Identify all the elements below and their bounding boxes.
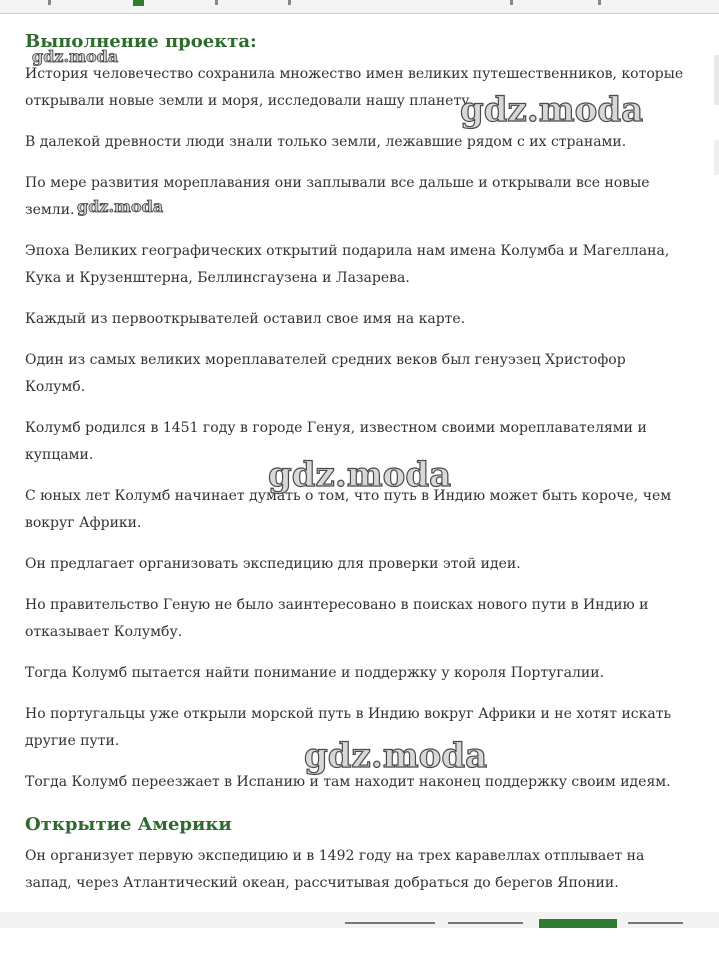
browser-top-strip bbox=[0, 0, 719, 14]
bottom-toolbar-text bbox=[628, 922, 683, 924]
bottom-toolbar-text bbox=[448, 922, 523, 924]
article-content bbox=[25, 30, 690, 965]
right-edge-panel bbox=[714, 55, 719, 105]
paragraph: Он предлагает организовать экспедицию для проверки этой идеи. bbox=[25, 556, 521, 572]
paragraph: Тогда Колумб переезжает в Испанию и там находит наконец поддержку своим идеям. bbox=[25, 774, 671, 790]
paragraph: Каждый из первооткрывателей оставил свое имя на карте. bbox=[25, 311, 466, 327]
section-heading: Открытие Америки bbox=[25, 814, 232, 835]
watermark: gdz.moda bbox=[268, 455, 452, 495]
paragraph: История человечество сохранила множество имен великих путешественников, которые открывали новые земли и моря, исследовали нашу планету. bbox=[25, 66, 684, 109]
bottom-toolbar bbox=[0, 912, 719, 963]
watermark: gdz.moda bbox=[77, 197, 164, 216]
section-heading: Выполнение проекта: bbox=[25, 31, 257, 52]
paragraph: С юных лет Колумб начинает думать о том, что путь в Индию может быть короче, чем вокруг Африки. bbox=[25, 488, 672, 531]
right-edge-panel bbox=[714, 140, 719, 175]
bottom-toolbar-text bbox=[345, 922, 435, 924]
paragraph: Один из самых великих мореплавателей средних веков был генуэзец Христофор Колумб. bbox=[25, 352, 626, 395]
paragraph: Но португальцы уже открыли морской путь в Индию вокруг Африки и не хотят искать другие пути. bbox=[25, 706, 672, 749]
top-strip-mark bbox=[598, 0, 601, 5]
paragraph: По мере развития мореплавания они заплывали все дальше и открывали все новые земли. bbox=[25, 175, 650, 218]
bottom-toolbar-button[interactable] bbox=[539, 919, 617, 928]
paragraph: Колумб родился в 1451 году в городе Генуя, известном своими мореплавателями и купцами. bbox=[25, 420, 647, 463]
watermark: gdz.moda bbox=[304, 736, 488, 776]
paragraph: Он организует первую экспедицию и в 1492 году на трех каравеллах отплывает на запад, через Атлантический океан, рассчитывая добраться до берегов Японии. bbox=[25, 848, 645, 891]
top-strip-green-icon bbox=[133, 0, 144, 6]
paragraph: В далекой древности люди знали только земли, лежавшие рядом с их странами. bbox=[25, 134, 627, 150]
paragraph: Тогда Колумб пытается найти понимание и поддержку у короля Португалии. bbox=[25, 665, 605, 681]
top-strip-mark bbox=[288, 0, 291, 5]
top-strip-mark bbox=[48, 0, 51, 5]
watermark: gdz.moda bbox=[460, 90, 644, 130]
watermark: gdz.moda bbox=[32, 47, 119, 66]
top-strip-mark bbox=[510, 0, 513, 5]
top-strip-mark bbox=[215, 0, 218, 5]
paragraph: Эпоха Великих географических открытий подарила нам имена Колумба и Магеллана, Кука и Крузенштерна, Беллинсгаузена и Лазарева. bbox=[25, 243, 670, 286]
paragraph: Но правительство Геную не было заинтересовано в поисках нового пути в Индию и отказывает Колумбу. bbox=[25, 597, 649, 640]
